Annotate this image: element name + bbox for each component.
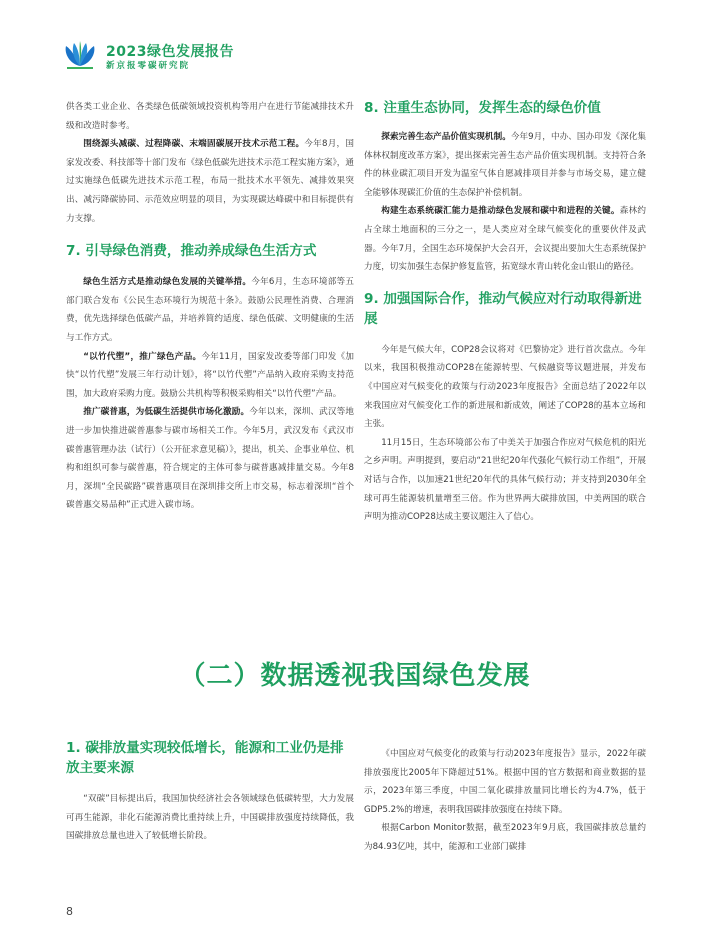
- paragraph: [66, 135, 354, 228]
- paragraph-text: 今年9月，中办、国办印发《深化集体林权制度改革方案》，提出探索完善生态产品价值实现机制。支持符合条件的林业碳汇项目开发为温室气体自愿减排项目并参与市场交易，建立健全能够体现碳汇价值的生态保护补偿机制。: [364, 132, 646, 198]
- heading-7: 7. 引导绿色消费，推动养成绿色生活方式: [66, 243, 317, 260]
- paragraph-text: 今年11月，国家发改委等部门印发《加快“以竹代塑”发展三年行动计划》，将“以竹代塑”产品纳入政府采购支持范围，加大政府采购力度。鼓励公共机构等积极采购相关“以竹代塑”产品。: [66, 351, 355, 399]
- heading-8: 8. 注重生态协同，发挥生态的绿色价值: [364, 100, 601, 116]
- left-column-lower: [66, 738, 354, 846]
- section-title: （二）数据透视我国绿色发展: [179, 661, 531, 691]
- page-number: 8: [66, 905, 73, 918]
- paragraph: [364, 128, 646, 202]
- lead-sentence: 构建生态系统碳汇能力是推动绿色发展和碳中和进程的关键。: [381, 206, 620, 217]
- paragraph: 《中国应对气候变化的政策与行动2023年度报告》显示，2022年碳排放强度比2005年下降超过51%。根据中国的官方数据和商业数据的显示，2023年第三季度，中国二氧化碳排放量同比增长约为4.7%，低于GDP5.2%的增速，表明我国碳排放强度在持续下降。: [364, 749, 646, 815]
- paragraph: [364, 202, 646, 276]
- left-column: [66, 98, 354, 515]
- report-logo-icon: [62, 40, 98, 70]
- paragraph: 11月15日，生态环境部公布了中美关于加强合作应对气候危机的阳光之乡声明。声明提到，要启动“21世纪20年代强化气候行动工作组”，开展对话与合作，以加速21世纪20年代的具体气候行动；并支持到2030年全球可再生能源装机量增至三倍。作为世界两大碳排放国，中美两国的联合声明为推动COP28达成主要议题注入了信心。: [364, 437, 646, 523]
- paragraph: 今年是气候大年，COP28会议将对《巴黎协定》进行首次盘点。今年以来，我国积极推动COP28在能源转型、气候融资等议题进展，并发布《中国应对气候变化的政策与行动2023年度报告》全面总结了2022年以来我国应对气候变化工作的新进展和新成效，阐述了COP28的基本立场和主张。: [364, 344, 646, 430]
- paragraph: “双碳”目标提出后，我国加快经济社会各领域绿色低碳转型，大力发展可再生能源，非化石能源消费比重持续上升，中国碳排放强度持续降低，我国碳排放总量也进入了较低增长阶段。: [66, 794, 354, 842]
- heading-9: 9. 加强国际合作，推动气候应对行动取得新进展: [364, 290, 642, 327]
- right-column-lower: [364, 745, 646, 857]
- report-title: 2023绿色发展报告: [106, 44, 234, 60]
- lead-sentence: 围绕源头减碳、过程降碳、末端固碳展开技术示范工程。: [83, 139, 305, 150]
- paragraph: [66, 348, 354, 404]
- report-subtitle: 新京报零碳研究院: [106, 61, 191, 71]
- paragraph: [66, 273, 354, 347]
- paragraph-text: 今年6月，生态环境部等五部门联合发布《公民生态环境行为规范十条》。鼓励公民理性消费、合理消费，优先选择绿色低碳产品，并培养简约适度、绿色低碳、文明健康的生活与工作方式。: [66, 277, 354, 343]
- lead-sentence: 绿色生活方式是推动绿色发展的关键举措。: [83, 277, 252, 288]
- lead-sentence: 推广碳普惠，为低碳生活提供市场化激励。: [83, 407, 250, 418]
- heading-1: 1. 碳排放量实现较低增长，能源和工业仍是排放主要来源: [66, 740, 344, 776]
- paragraph: [66, 403, 354, 515]
- lead-sentence: 探索完善生态产品价值实现机制。: [381, 132, 511, 142]
- report-header: [62, 40, 362, 70]
- paragraph-text: 今年以来，深圳、武汉等地进一步加快推进碳普惠参与碳市场相关工作。今年5月，武汉发布《武汉市碳普惠管理办法（试行）（公开征求意见稿）》，提出，机关、企事业单位、机构和组织可参与碳普惠，符合规定的主体可参与碳普惠减排量交易。今年8月，深圳“全民碳路”碳普惠项目在深圳排交所上市交易，标志着深圳“首个碳普惠交易品种”正式进入碳市场。: [66, 407, 354, 511]
- lead-sentence: “以竹代塑”，推广绿色产品。: [83, 351, 202, 362]
- paragraph: 根据Carbon Monitor数据，截至2023年9月底，我国碳排放总量约为84.93亿吨，其中，能源和工业部门碳排: [364, 823, 646, 852]
- paragraph-text: 今年8月，国家发改委、科技部等十部门发布《绿色低碳先进技术示范工程实施方案》，通过实施绿色低碳先进技术示范工程，布局一批技术水平领先、减排效果突出、减污降碳协同、示范效应明显的项目，为实现碳达峰碳中和目标提供有力支撑。: [66, 139, 354, 224]
- paragraph: 供各类工业企业、各类绿色低碳领域投资机构等用户在进行节能减排技术升级和改造时参考。: [66, 102, 354, 131]
- paragraph-text: 森林约占全球土地面积的三分之一，是人类应对全球气候变化的重要伙伴及武器。今年7月，全国生态环境保护大会召开，会议提出要加大生态系统保护力度，切实加强生态保护修复监管，拓宽绿水青山转化金山银山的路径。: [364, 206, 646, 273]
- right-column: [364, 98, 646, 527]
